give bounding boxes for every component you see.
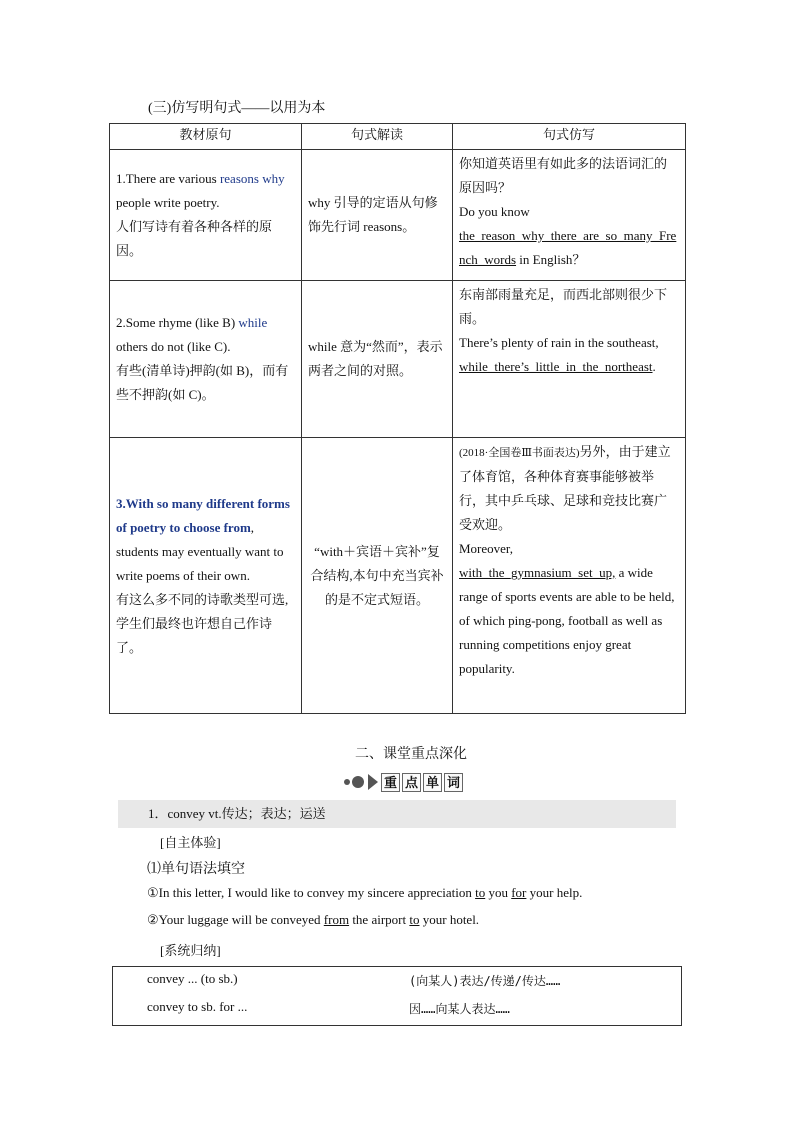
header-imitation: 句式仿写	[453, 124, 686, 150]
imitation: (2018·全国卷Ⅲ书面表达)另外，由于建立了体育馆，各种体育赛事能够被举行，其中乒乓球、足球和竞技比赛广受欢迎。 Moreover, with_the_gymnasium_set_up, a wide range of sports events are able to be held, of which ping-pong, football as well as running competitions enjoy great popularity.	[453, 438, 686, 714]
table-header-row	[110, 124, 686, 150]
usage-meaning: 因……向某人表达……	[409, 1002, 510, 1016]
source-note: (2018·全国卷Ⅲ书面表达)	[459, 447, 580, 459]
answer-text: the_reason_why_there_are_so_many_French_words	[459, 228, 677, 267]
original-sentence: 1.There are various reasons why people write poetry. 人们写诗有着各种各样的原因。	[110, 150, 302, 281]
fill-in-title: ⑴单句语法填空	[147, 862, 245, 877]
badge-char: 单	[423, 773, 442, 792]
key-words-badge	[344, 771, 479, 793]
exercise-sentence: ①In this letter, I would like to convey my sincere appreciation to you for your help.	[147, 885, 583, 900]
table-row	[110, 150, 686, 281]
usage-phrase: convey ... (to sb.)	[147, 971, 238, 986]
answer-text: while_there’s_little_in_the_northeast	[459, 359, 653, 374]
header-original: 教材原句	[110, 124, 302, 150]
sentence-analysis: “with＋宾语＋宾补”复合结构,本句中充当宾补的是不定式短语。	[302, 438, 453, 714]
original-sentence: 3.With so many different forms of poetry to choose from, students may eventually want to write poems of their own. 有这么多不同的诗歌类型可选,学生们最终也许想自己作诗了。	[110, 438, 302, 714]
sentence-analysis: while 意为“然而”，表示两者之间的对照。	[302, 281, 453, 438]
badge-char: 词	[444, 773, 463, 792]
sentence-analysis: why 引导的定语从句修饰先行词 reasons。	[302, 150, 453, 281]
self-experience-label: [自主体验]	[160, 835, 221, 850]
sentence-table	[109, 123, 686, 714]
imitation: 东南部雨量充足，而西北部则很少下雨。 There’s plenty of rain in the southeast, while_there’s_little_in_the_northeast.	[453, 281, 686, 438]
exercise-sentence: ②Your luggage will be conveyed from the airport to your hotel.	[147, 912, 480, 927]
section-title: (三)仿写明句式——以用为本	[148, 101, 326, 116]
bullet-icon	[344, 774, 378, 790]
original-sentence: 2.Some rhyme (like B) while others do not (like C). 有些(清单诗)押韵(如 B)，而有些不押韵(如 C)。	[110, 281, 302, 438]
part-heading: 二、课堂重点深化	[355, 747, 467, 762]
imitation: 你知道英语里有如此多的法语词汇的原因吗？ Do you know the_reason_why_there_are_so_many_French_words in English？	[453, 150, 686, 281]
table-row	[110, 281, 686, 438]
summary-label: [系统归纳]	[160, 943, 221, 958]
usage-box	[112, 966, 682, 1026]
answer-text: with_the_gymnasium_set_up,	[459, 565, 616, 580]
header-analysis: 句式解读	[302, 124, 453, 150]
usage-phrase: convey to sb. for ...	[147, 999, 248, 1014]
word-entry: 1．convey vt.传达；表达；运送	[148, 806, 326, 821]
table-row	[110, 438, 686, 714]
usage-meaning: (向某人)表达/传递/传达……	[409, 974, 561, 988]
badge-char: 点	[402, 773, 421, 792]
badge-char: 重	[381, 773, 400, 792]
